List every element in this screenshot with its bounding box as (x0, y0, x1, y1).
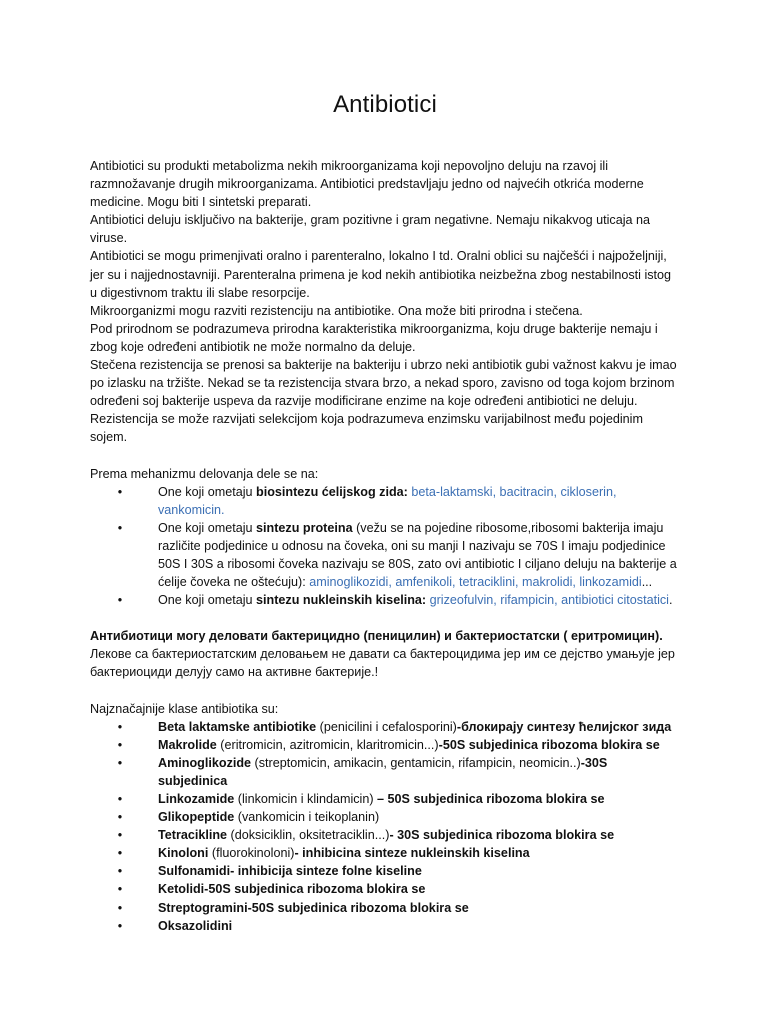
intro-paragraph: Antibiotici deluju isključivo na bakterije, gram pozitivne i gram negativne. Nemaju nikakvog uticaja na viruse. (90, 213, 651, 246)
list-item: • Streptogramini-50S subjedinica ribozoma blokira se (90, 899, 680, 917)
intro-paragraph: Antibiotici se mogu primenjivati oralno i parenteralno, lokalno I td. Oralni oblici su najčešći i najpoželjniji, jer su i najjednostavniji. Parenteralna primena je kod nekih antibiotika neizbežna zbog nestabilnosti istog u digestivnom traktu ili slabe resorpcije. (90, 249, 672, 300)
bullet-icon: • (117, 520, 123, 535)
intro-section (90, 157, 680, 447)
document-title: Antibiotici (333, 91, 437, 118)
bullet-icon: • (117, 864, 123, 879)
antibiotic-examples: aminoglikozidi, amfenikoli, tetraciklini, makrolidi, linkozamidi (309, 575, 642, 590)
list-item: • Oksazolidini (90, 917, 680, 935)
list-item: • Glikopeptide (vankomicin i teikoplanin) (90, 808, 680, 826)
antibiotic-examples: grizeofulvin, rifampicin, antibiotici citostatici (429, 593, 669, 608)
cyrillic-section (90, 627, 680, 681)
list-item: • Linkozamide (linkomicin i klindamicin) – 50S subjedinica ribozoma blokira se (90, 790, 680, 808)
classes-heading: Najznačajnije klase antibiotika su: (90, 701, 279, 716)
mechanism-section (90, 465, 680, 610)
list-item: • One koji ometaju sintezu nukleinskih kiselina: grizeofulvin, rifampicin, antibiotici citostatici. (90, 591, 680, 609)
bullet-icon: • (117, 846, 123, 861)
bullet-icon: • (117, 792, 123, 806)
cyrillic-bold-paragraph: Антибиотици могу деловати бактерицидно (пеницилин) и бактериостатски ( еритромицин). (90, 629, 663, 644)
bullet-icon: • (117, 900, 123, 915)
list-item: • Ketolidi-50S subjedinica ribozoma blokira se (90, 880, 680, 898)
intro-paragraph: Rezistencija se može razvijati selekcijom koja podrazumeva enzimsku varijabilnost među pojedinim sojem. (90, 412, 643, 445)
list-item: • Kinoloni (fluorokinoloni)- inhibicina sinteze nukleinskih kiselina (90, 844, 680, 862)
bullet-icon: • (117, 828, 123, 843)
bullet-icon: • (117, 810, 123, 825)
mechanism-list (90, 483, 680, 610)
list-item: • Makrolide (eritromicin, azitromicin, klaritromicin...)-50S subjedinica ribozoma blokira se (90, 736, 680, 754)
bullet-icon: • (117, 918, 123, 933)
intro-paragraph: Mikroorganizmi mogu razviti rezistenciju na antibiotike. Ona može biti prirodna i stečena. (90, 303, 583, 318)
bullet-icon: • (117, 882, 123, 897)
bullet-icon: • (117, 484, 123, 499)
list-item: • Aminoglikozide (streptomicin, amikacin, gentamicin, rifampicin, neomicin..)-30S subjedinica (90, 754, 680, 790)
bullet-icon: • (117, 737, 123, 752)
classes-list (90, 718, 680, 935)
cyrillic-paragraph: Лекове са бактериостатским деловањем не давати са бактероцидима јер им се дејство умањује јер бактериоциди делују само на активне бактерије.! (90, 647, 675, 680)
list-item: • One koji ometaju sintezu proteina (vežu se na pojedine ribosome,ribosomi bakterija imaju različite podjedinice u odnosu na čoveka, oni su manji I nazivaju se 70S I imaju podjedinice 50S I 30S a ribosomi čoveka nazivaju se 80S, zato ovi antibiotic I ciljano deluju na bakterije a ćelije čoveka ne oštećuju): aminoglikozidi, amfenikoli, tetraciklini, makrolidi, linkozamidi... (90, 519, 680, 591)
bullet-icon: • (117, 755, 123, 770)
list-item: • Sulfonamidi- inhibicija sinteze folne kiseline (90, 862, 680, 880)
bullet-icon: • (117, 719, 123, 734)
list-item: • Beta laktamske antibiotike (penicilini i cefalosporini)-блокирају синтезу ћелијског зида (90, 718, 680, 736)
bullet-icon: • (117, 593, 123, 608)
intro-paragraph: Stečena rezistencija se prenosi sa bakterije na bakteriju i ubrzo neki antibiotik gubi važnost kakvu je imao po izlasku na tržište. Nekad se ta rezistencija stvara brzo, a nekad sporo, zavisno od toga kojom brzinom određeni soj bakterije uspeva da razvije modificirane enzime na koje određeni antibiotici ne deluju. (90, 358, 677, 409)
classes-section (90, 700, 680, 935)
mechanism-heading: Prema mehanizmu delovanja dele se na: (90, 466, 319, 481)
antibiotic-examples: beta-laktamski, bacitracin, cikloserin, vankomicin. (158, 484, 617, 517)
intro-paragraph: Pod prirodnom se podrazumeva prirodna karakteristika mikroorganizma, koju druge bakterije nemaju i zbog koje određeni antibiotik ne može normalno da deluje. (90, 321, 658, 354)
list-item: • One koji ometaju biosintezu ćelijskog zida: beta-laktamski, bacitracin, cikloserin, vankomicin. (90, 483, 680, 519)
intro-paragraph: Antibiotici su produkti metabolizma nekih mikroorganizama koji nepovoljno deluju na rzavoj ili razmnožavanje drugih mikroorganizama. Antibiotici predstavljaju jedno od najvećih otkrića moderne medicine. Mogu biti I sintetski preparati. (90, 159, 644, 210)
list-item: • Tetracikline (doksiciklin, oksitetraciklin...)- 30S subjedinica ribozoma blokira se (90, 826, 680, 844)
document-body (90, 157, 680, 935)
